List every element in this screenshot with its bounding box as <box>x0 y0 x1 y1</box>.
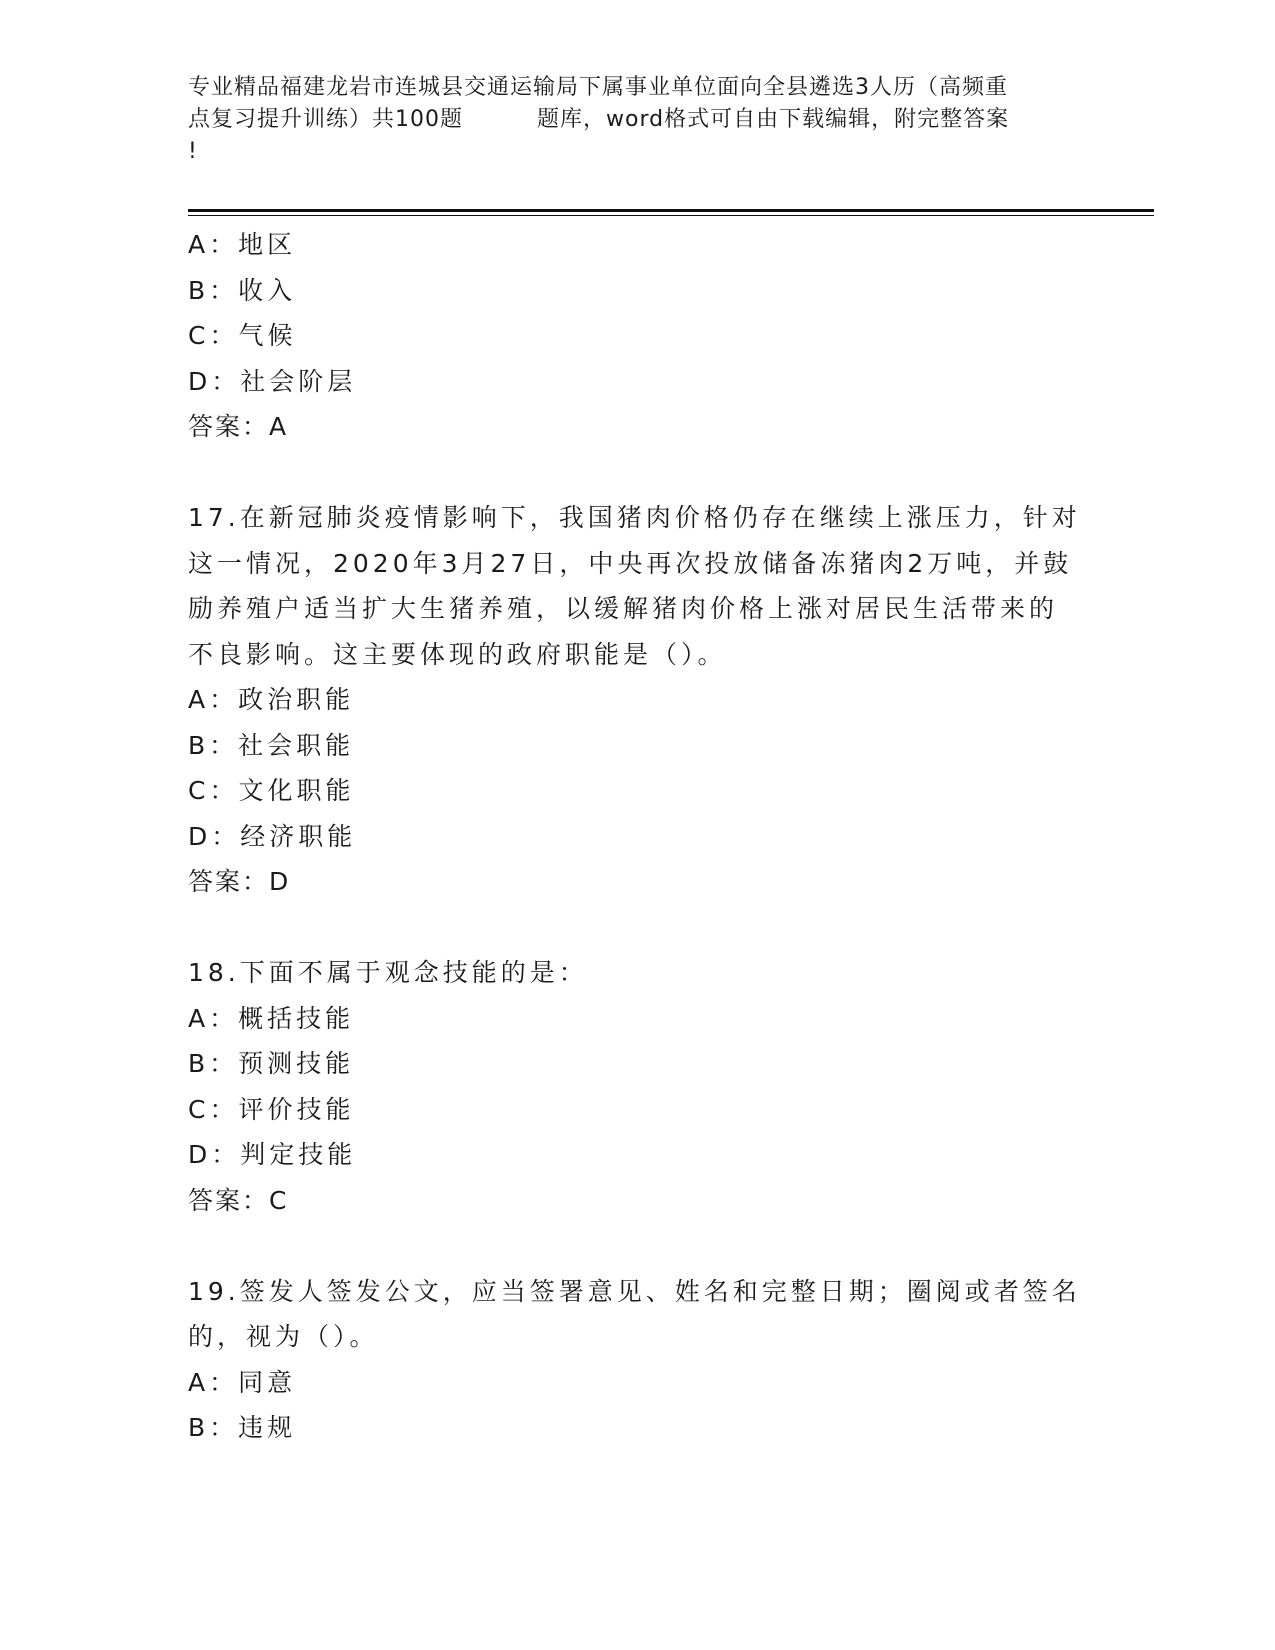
q16-option-a: A：地区 <box>188 230 297 259</box>
question-16 <box>188 222 1088 450</box>
q19-text-line-1: 19.签发人签发公文，应当签署意见、姓名和完整日期；圈阅或者签名 <box>188 1276 1081 1306</box>
header-line-2-part-2: 题库，word格式可自由下载编辑，附完整答案 <box>537 107 1010 132</box>
q17-option-d: D：经济职能 <box>188 821 357 851</box>
q17-text-line-4: 不良影响。这主要体现的政府职能是（）。 <box>188 639 727 669</box>
header-line-2 <box>188 104 1088 136</box>
q18-answer: 答案：C <box>188 1185 289 1215</box>
q17-text-line-2: 这一情况，2020年3月27日，中央再次投放储备冻猪肉2万吨，并鼓 <box>188 548 1073 578</box>
q19-option-a: A：同意 <box>188 1367 297 1397</box>
q18-option-a: A：概括技能 <box>188 1003 355 1033</box>
q17-option-c: C：文化职能 <box>188 776 355 805</box>
q17-text-line-1: 17.在新冠肺炎疫情影响下，我国猪肉价格仍存在继续上涨压力，针对 <box>188 503 1081 532</box>
header-line-2-part-1: 点复习提升训练）共100题 <box>188 107 463 132</box>
spacer <box>188 450 1088 496</box>
header-line-3: ! <box>188 139 198 164</box>
q19-option-b: B：违规 <box>188 1413 297 1442</box>
q18-option-d: D：判定技能 <box>188 1140 357 1169</box>
header-rule-thin <box>188 215 1154 216</box>
spacer <box>188 905 1088 951</box>
q17-option-b: B：社会职能 <box>188 730 355 760</box>
spacer <box>188 1223 1088 1269</box>
q18-option-b: B：预测技能 <box>188 1049 355 1078</box>
q19-text-line-2: 的，视为（）。 <box>188 1322 379 1351</box>
question-17 <box>188 495 1088 905</box>
q18-option-c: C：评价技能 <box>188 1094 355 1124</box>
question-19 <box>188 1269 1088 1451</box>
q18-text-line-1: 18.下面不属于观念技能的是： <box>188 958 588 987</box>
q17-answer: 答案：D <box>188 867 291 896</box>
q17-option-a: A：政治职能 <box>188 685 355 714</box>
q17-text-line-3: 励养殖户适当扩大生猪养殖，以缓解猪肉价格上涨对居民生活带来的 <box>188 594 1059 623</box>
header-line-1: 专业精品福建龙岩市连城县交通运输局下属事业单位面向全县遴选3人历（高频重 <box>188 75 1008 100</box>
question-list <box>188 222 1088 1451</box>
q16-option-d: D：社会阶层 <box>188 366 357 396</box>
q16-answer: 答案：A <box>188 412 289 441</box>
q16-option-b: B：收入 <box>188 275 297 305</box>
header-rule-thick <box>188 209 1154 212</box>
document-header <box>188 72 1088 168</box>
q16-option-c: C：气候 <box>188 321 297 350</box>
question-18 <box>188 950 1088 1223</box>
